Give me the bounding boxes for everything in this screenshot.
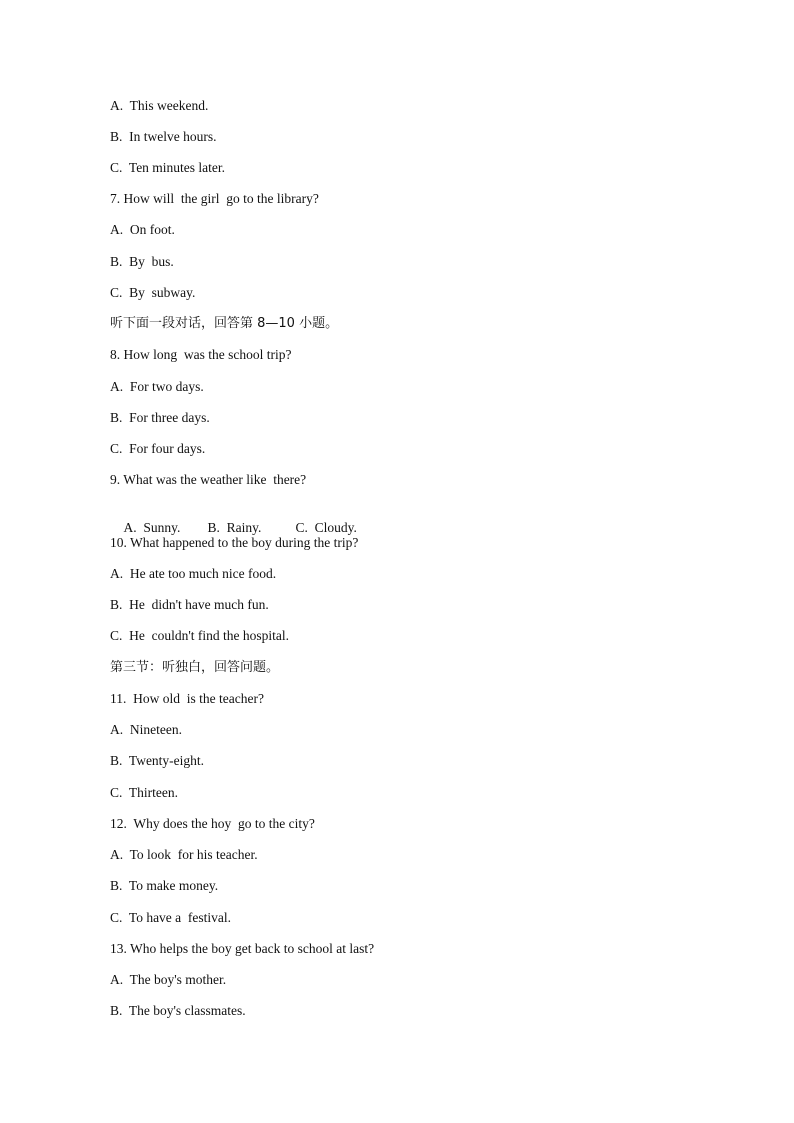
option-text: C. By subway. [110, 285, 196, 300]
option-a: A. Sunny. [123, 520, 181, 535]
option-text: B. Twenty-eight. [110, 753, 205, 768]
option-text: A. On foot. [110, 222, 175, 237]
section-instruction: 听下面一段对话，回答第 8—10 小题。 [110, 316, 339, 331]
option-text: A. Nineteen. [110, 722, 182, 737]
option-text: B. The boy's classmates. [110, 1003, 246, 1018]
question-text: 10. What happened to the boy during the trip? [110, 535, 359, 550]
option-text: B. To make money. [110, 878, 219, 893]
question-text: 13. Who helps the boy get back to school at last? [110, 941, 375, 956]
option-b: B. Rainy. [207, 520, 262, 535]
option-text: A. He ate too much nice food. [110, 566, 277, 581]
option-text: C. For four days. [110, 441, 206, 456]
option-text: B. In twelve hours. [110, 129, 217, 144]
question-text: 11. How old is the teacher? [110, 691, 264, 706]
option-text: A. To look for his teacher. [110, 847, 258, 862]
option-text: B. By bus. [110, 254, 174, 269]
question-text: 8. How long was the school trip? [110, 347, 292, 362]
option-c: C. Cloudy. [295, 520, 357, 535]
option-text: A. The boy's mother. [110, 972, 227, 987]
option-text: C. He couldn't find the hospital. [110, 628, 290, 643]
question-text: 9. What was the weather like there? [110, 472, 307, 487]
option-text: B. He didn't have much fun. [110, 597, 269, 612]
option-text: C. Ten minutes later. [110, 160, 226, 175]
question-text: 12. Why does the hoy go to the city? [110, 816, 315, 831]
question-text: 7. How will the girl go to the library? [110, 191, 319, 206]
option-text: B. For three days. [110, 410, 210, 425]
option-text: C. Thirteen. [110, 785, 178, 800]
option-text: A. This weekend. [110, 98, 209, 113]
option-text: A. For two days. [110, 379, 204, 394]
option-text: C. To have a festival. [110, 910, 232, 925]
section-heading: 第三节：听独白，回答问题。 [110, 660, 280, 675]
